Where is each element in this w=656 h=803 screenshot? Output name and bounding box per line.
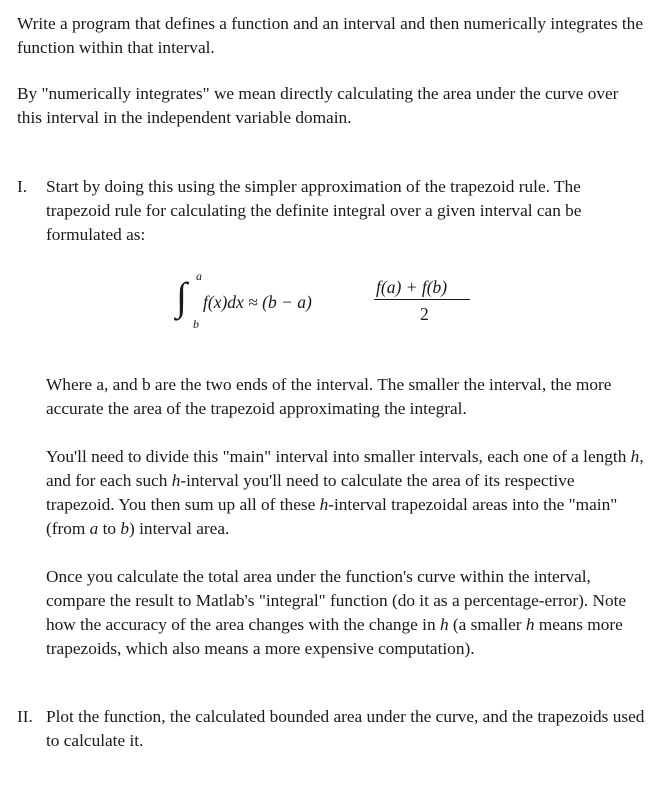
divide-text-3: -interval you'll need to calculate the area of its respective trapezoid. You then sum up all of these (46, 471, 575, 514)
intro-paragraph: Write a program that defines a function and an interval and then numerically integrates the function within that interval. (17, 14, 643, 57)
document-page (17, 10, 645, 753)
var-h: h (439, 615, 449, 634)
formula-numerator: f(a) + f(b) (376, 277, 448, 297)
var-h: h (525, 615, 535, 634)
definition-paragraph: By "numerically integrates" we mean directly calculating the area under the curve over this interval in the independent variable domain. (17, 84, 619, 127)
integral-upper-limit: a (196, 269, 202, 283)
interval-ends-paragraph: Where a, and b are the two ends of the interval. The smaller the interval, the more accurate the area of the trapezoid approximating the integral. (46, 375, 612, 418)
compare-text-2: (a smaller (448, 615, 526, 634)
integral-sign: ∫ (176, 274, 187, 319)
item1-lead-paragraph: Start by doing this using the simpler approximation of the trapezoid rule. The trapezoid rule for calculating the definite integral over a given interval can be formulated as: (46, 177, 582, 244)
list-marker-1: I. (17, 177, 28, 196)
var-h: h (319, 495, 329, 514)
divide-text-5: to (98, 519, 121, 538)
var-b: b (120, 519, 130, 538)
divide-text-4: -interval trapezoidal areas into the "main" (from (46, 495, 618, 538)
formula-denominator: 2 (420, 304, 429, 324)
divide-text-2: , and for each such (46, 447, 644, 490)
compare-text-3: means more trapezoids, which also means a more expensive computation). (46, 615, 623, 658)
divide-text-1: You'll need to divide this "main" interval into smaller intervals, each one of a length (46, 447, 631, 466)
list-item-2 (17, 705, 645, 753)
integral-lower-limit: b (193, 317, 199, 331)
compare-text-1: Once you calculate the total area under the function's curve within the interval, compare the result to Matlab's "integral" function (do it as a percentage-error). Note how the accuracy of the area changes with the change in (46, 567, 627, 634)
var-a: a (89, 519, 99, 538)
divide-text-6: ) interval area. (129, 519, 230, 538)
var-h: h (171, 471, 181, 490)
item2-paragraph: Plot the function, the calculated bounded area under the curve, and the trapezoids used to calculate it. (46, 707, 645, 750)
compare-result-paragraph (46, 565, 645, 661)
var-h: h (630, 447, 640, 466)
formula-integrand: f(x)dx ≈ (b − a) (203, 292, 312, 312)
fraction-bar (374, 299, 470, 300)
list-item-1 (17, 175, 645, 661)
trapezoid-formula (176, 267, 645, 347)
divide-interval-paragraph (46, 445, 645, 541)
list-marker-2: II. (17, 707, 33, 726)
